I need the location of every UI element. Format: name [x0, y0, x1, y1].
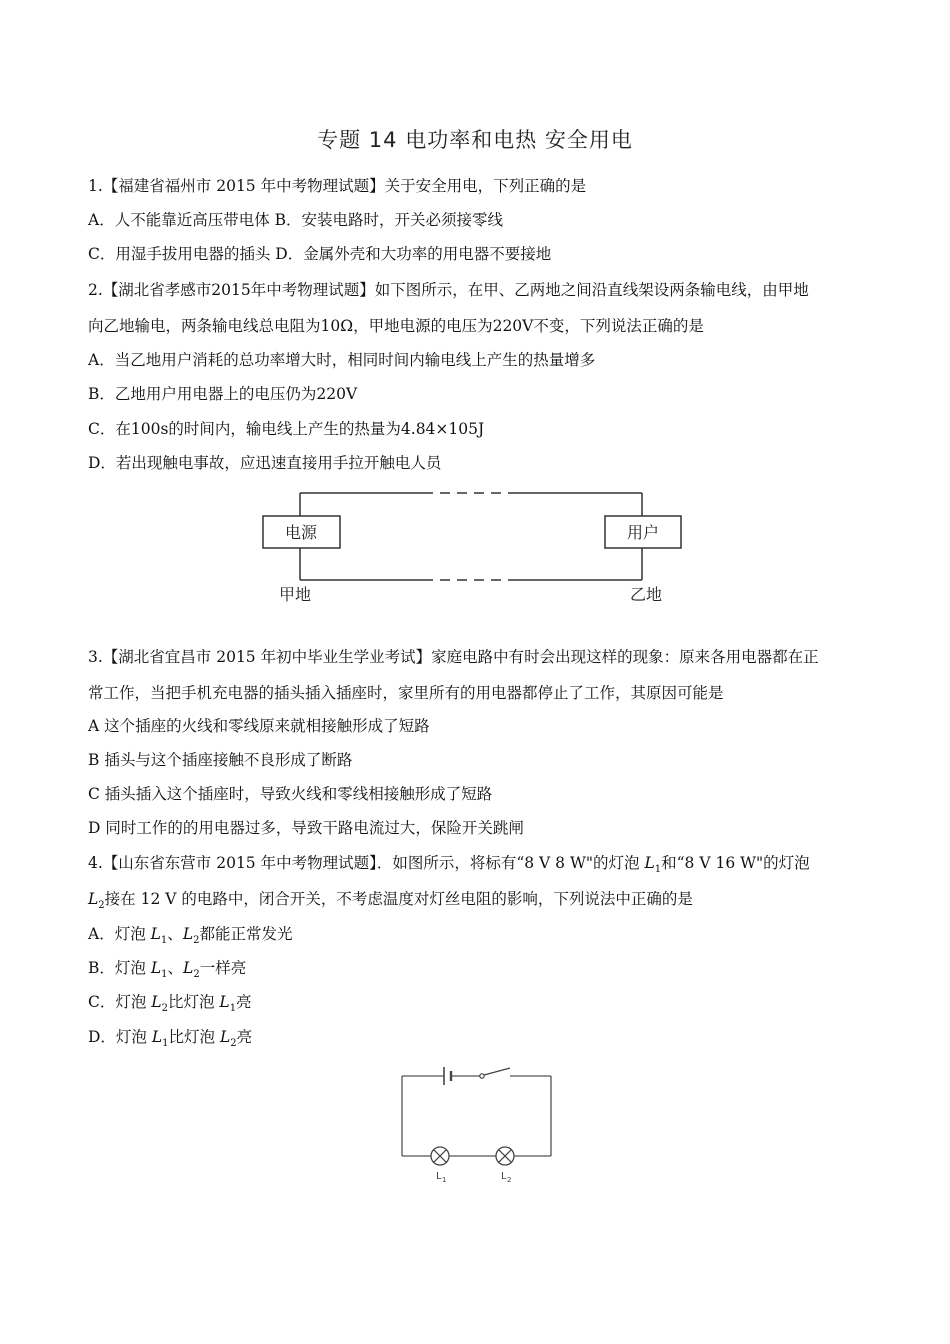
place-jia-label: 甲地	[278, 585, 312, 604]
q2-stem-line1: 2.【湖北省孝感市2015年中考物理试题】如下图所示，在甲、乙两地之间沿直线架设两条输电线，由甲地	[88, 281, 809, 299]
q4-c-l1: L	[219, 993, 230, 1011]
q3-option-d: D 同时工作的的用电器过多，导致干路电流过大，保险开关跳闸	[88, 819, 524, 837]
q4-d-l2: L	[219, 1028, 231, 1046]
place-yi-label: 乙地	[629, 585, 663, 604]
q2-option-b: B．乙地用户用电器上的电压仍为220V	[88, 385, 358, 403]
q3-option-b: B 插头与这个插座接触不良形成了断路	[88, 751, 353, 769]
q4-b-l1-sub: 1	[161, 969, 168, 981]
q2-option-a: A．当乙地用户消耗的总功率增大时，相同时间内输电线上产生的热量增多	[88, 351, 596, 369]
lamp-l2-label: L	[501, 1171, 507, 1182]
q4-stem-line1	[88, 853, 810, 880]
q4-d-middle: 比灯泡	[168, 1028, 220, 1046]
q4-c-l2: L	[151, 993, 162, 1011]
q4-a-prefix: A．灯泡	[88, 925, 151, 943]
q1-options-ab: A．人不能靠近高压带电体 B．安装电路时，开关必须接零线	[88, 211, 504, 229]
q4-stem-line2	[88, 889, 693, 916]
q4-c-suffix: 亮	[236, 993, 252, 1011]
lamp-l1-label: L	[436, 1171, 442, 1182]
page-title: 专题 14 电功率和电热 安全用电	[317, 128, 633, 152]
q4-d-suffix: 亮	[236, 1028, 253, 1046]
q4-c-prefix: C．灯泡	[88, 993, 152, 1011]
q4-b-l2: L	[183, 959, 194, 977]
lamp-l1-subscript: 1	[654, 864, 662, 876]
user-label: 用户	[626, 523, 660, 542]
switch-pivot	[480, 1074, 484, 1078]
q4-b-prefix: B．灯泡	[88, 959, 151, 977]
q1-stem: 1.【福建省福州市 2015 年中考物理试题】关于安全用电，下列正确的是	[88, 177, 587, 195]
q4-d-l1: L	[151, 1028, 163, 1046]
q4-b-l1: L	[150, 959, 162, 977]
q1-options-cd: C．用湿手拔用电器的插头 D．金属外壳和大功率的用电器不要接地	[88, 245, 552, 263]
lamp-l1-symbol: L	[644, 854, 655, 872]
q3-stem-line1: 3.【湖北省宜昌市 2015 年初中毕业生学业考试】家庭电路中有时会出现这样的现象：原来各用电器都在正	[88, 648, 819, 666]
q2-stem-line2: 向乙地输电，两条输电线总电阻为10Ω，甲地电源的电压为220V不变，下列说法正确的是	[88, 317, 704, 335]
q4-b-l2-sub: 2	[193, 969, 200, 981]
switch-blade	[484, 1068, 510, 1075]
q3-option-c: C 插头插入这个插座时，导致火线和零线相接触形成了短路	[88, 785, 493, 803]
q4-a-l2-sub: 2	[193, 935, 200, 947]
transmission-line-diagram	[255, 484, 695, 610]
q4-stem-text-a: 4.【山东省东营市 2015 年中考物理试题】．如图所示，将标有“8 V 8 W"的灯泡	[88, 854, 645, 872]
q4-c-middle: 比灯泡	[167, 993, 220, 1011]
q4-option-c	[88, 992, 252, 1019]
q4-a-suffix: 都能正常发光	[199, 925, 293, 943]
q4-option-a	[88, 924, 293, 951]
q4-d-l2-sub: 2	[230, 1038, 237, 1050]
q4-option-b	[88, 958, 246, 985]
q4-stem-text-b: 和“8 V 16 W"的灯泡	[661, 854, 810, 872]
q2-option-c: C．在100s的时间内，输电线上产生的热量为4.84×105J	[88, 420, 485, 438]
q4-d-prefix: D．灯泡	[88, 1028, 152, 1046]
q4-a-l1-sub: 1	[160, 935, 168, 947]
q4-c-l2-sub: 2	[161, 1003, 168, 1015]
q4-b-suffix: 一样亮	[199, 959, 247, 977]
q4-a-l1: L	[150, 925, 161, 943]
lamp-l2-label-sub: 2	[507, 1176, 512, 1184]
q3-stem-line2: 常工作，当把手机充电器的插头插入插座时，家里所有的用电器都停止了工作，其原因可能是	[88, 684, 724, 702]
q4-d-l1-sub: 1	[162, 1038, 169, 1050]
q4-a-sep: 、	[167, 925, 183, 943]
lamp-l2-symbol: L	[88, 890, 99, 908]
q4-c-l1-sub: 1	[229, 1003, 237, 1015]
q2-option-d: D．若出现触电事故，应迅速直接用手拉开触电人员	[88, 454, 442, 472]
lamp-l2-subscript: 2	[98, 900, 105, 912]
series-lamp-circuit	[396, 1062, 556, 1188]
q4-b-sep: 、	[167, 959, 184, 977]
q4-option-d	[88, 1027, 252, 1054]
power-source-label: 电源	[284, 523, 318, 542]
lamp-l1-label-sub: 1	[442, 1176, 447, 1184]
q4-stem-text-c: 接在 12 V 的电路中，闭合开关，不考虑温度对灯丝电阻的影响，下列说法中正确的是	[104, 890, 693, 908]
q3-option-a: A 这个插座的火线和零线原来就相接触形成了短路	[88, 717, 430, 735]
q4-a-l2: L	[182, 925, 194, 943]
